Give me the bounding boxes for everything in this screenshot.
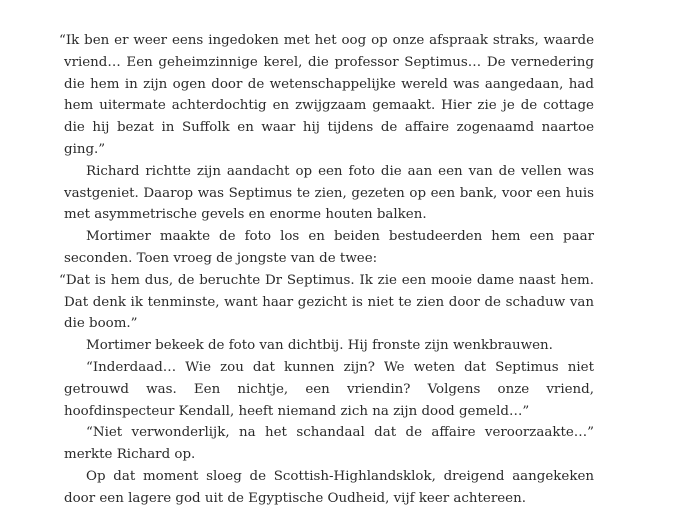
paragraph: Mortimer bekeek de foto van dichtbij. Hij fronste zijn wenkbrauwen. xyxy=(86,338,553,354)
book-page-text xyxy=(59,30,594,510)
paragraph: Op dat moment sloeg de Scottish-Highlandsklok, dreigend aangekeken door een lagere god uit de Egyptische Oudheid, vijf keer achtereen. xyxy=(64,468,594,506)
paragraph: “Niet verwonderlijk, na het schandaal dat de affaire veroorzaakte…” merkte Richard op. xyxy=(64,425,594,463)
paragraph: Richard richtte zijn aandacht op een foto die aan een van de vellen was vastgeniet. Daarop was Septimus te zien, gezeten op een bank, voor een huis met asymmetrische gevels en enorme houten balken. xyxy=(64,163,594,223)
paragraph: Mortimer maakte de foto los en beiden bestudeerden hem een paar seconden. Toen vroeg de jongste van de twee: xyxy=(64,229,594,266)
paragraph: “Inderdaad… Wie zou dat kunnen zijn? We weten dat Septimus niet getrouwd was. Een nichtje, een vriendin? Volgens onze vriend, hoofdinspecteur Kendall, heeft niemand zich na zijn dood gemeld…” xyxy=(64,359,594,419)
paragraph: “Ik ben er weer eens ingedoken met het oog op onze afspraak straks, waarde vriend… Een geheimzinnige kerel, die professor Septimus… De vernedering die hem in zijn ogen door de wetenschappelijke wereld was aangedaan, had hem uitermate achterdochtig en zwijgzaam gemaakt. Hier zie je de cottage die hij bezat in Suffolk en waar hij tijdens de affaire zogenaamd naartoe ging.” xyxy=(59,33,594,157)
paragraph: “Dat is hem dus, de beruchte Dr Septimus. Ik zie een mooie dame naast hem. Dat denk ik tenminste, want haar gezicht is niet te zien door de schaduw van die boom.” xyxy=(59,272,594,332)
